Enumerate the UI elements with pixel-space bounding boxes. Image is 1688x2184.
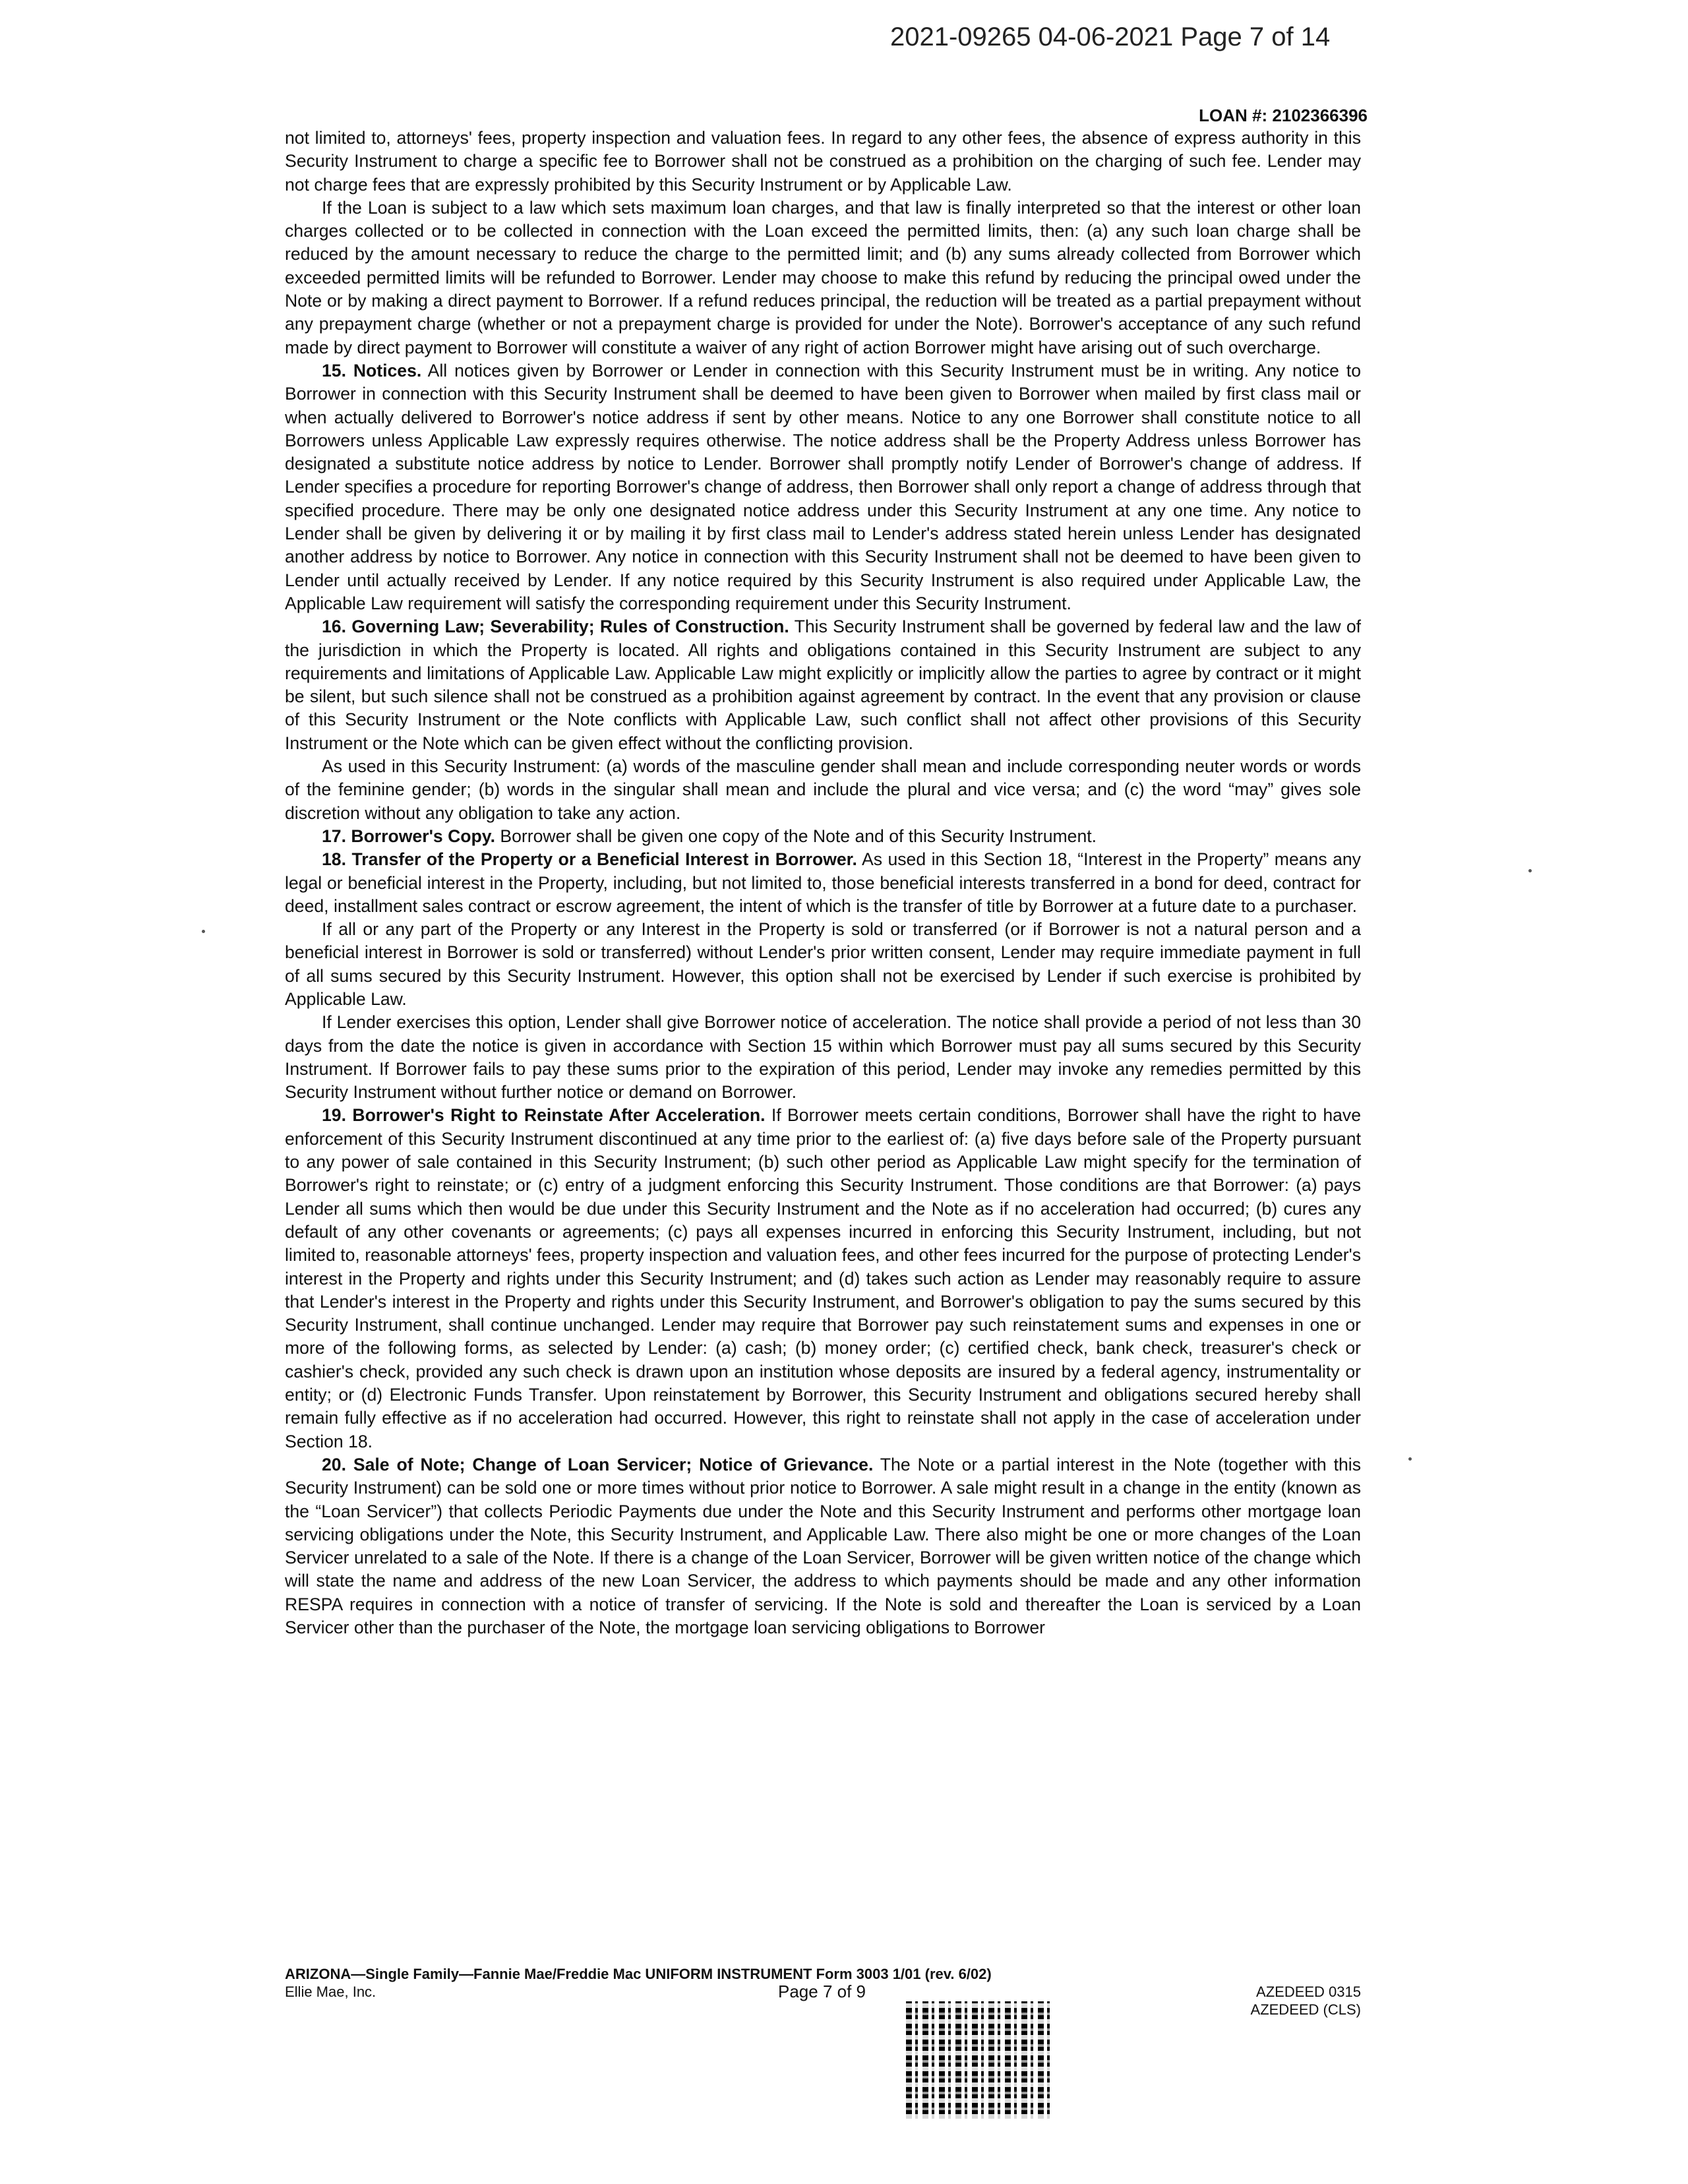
loan-number: LOAN #: 2102366396 <box>1199 106 1368 125</box>
paragraph <box>285 1104 1361 1453</box>
section-heading: 16. Governing Law; Severability; Rules of Construction. <box>322 617 789 637</box>
scan-speck <box>1528 869 1532 872</box>
form-code: AZEDEED 0315 <box>1256 1984 1361 2000</box>
paragraph <box>285 615 1361 755</box>
paragraph-text: All notices given by Borrower or Lender in connection with this Security Instrument must be in writing. Any notice to Borrower in connection with this Security Instrument shall be deemed to have been given to Borrower when mailed by first class mail or when actually delivered to Borrower's notice address if sent by other means. Notice to any one Borrower shall constitute notice to all Borrowers unless Applicable Law expressly requires otherwise. The notice address shall be the Property Address unless Borrower has designated a substitute notice address by notice to Lender. Borrower shall promptly notify Lender of Borrower's change of address. If Lender specifies a procedure for reporting Borrower's change of address, then Borrower shall only report a change of address through that specified procedure. There may be only one designated notice address under this Security Instrument at any one time. Any notice to Lender shall be given by delivering it or by mailing it by first class mail to Lender's address stated herein unless Lender has designated another address by notice to Borrower. Any notice in connection with this Security Instrument shall not be deemed to have been given to Lender until actually received by Lender. If any notice required by this Security Instrument is also required under Applicable Law, the Applicable Law requirement will satisfy the corresponding requirement under this Security Instrument. <box>285 360 1361 613</box>
scan-speck <box>202 930 205 933</box>
paragraph-text: Borrower shall be given one copy of the Note and of this Security Instrument. <box>495 826 1097 846</box>
document-body <box>285 127 1361 1639</box>
paragraph <box>285 848 1361 918</box>
page-footer <box>285 1965 1361 2018</box>
paragraph <box>285 825 1361 848</box>
paragraph-text: If the Loan is subject to a law which sets maximum loan charges, and that law is finally interpreted so that the interest or other loan charges collected or to be collected in connection with the Loan exceed the permitted limits, then: (a) any such loan charge shall be reduced by the amount necessary to reduce the charge to the permitted limit; and (b) any sums already collected from Borrower which exceeded permitted limits will be refunded to Borrower. Lender may choose to make this refund by reducing the principal owed under the Note or by making a direct payment to Borrower. If a refund reduces principal, the reduction will be treated as a partial prepayment without any prepayment charge (whether or not a prepayment charge is provided for under the Note). Borrower's acceptance of any such refund made by direct payment to Borrower will constitute a waiver of any right of action Borrower might have arising out of such overcharge. <box>285 197 1361 357</box>
section-heading: 18. Transfer of the Property or a Beneficial Interest in Borrower. <box>322 849 857 870</box>
scan-speck <box>1408 1457 1412 1461</box>
page-number: Page 7 of 9 <box>778 1982 866 2001</box>
paragraph-text: If Lender exercises this option, Lender shall give Borrower notice of acceleration. The notice shall provide a period of not less than 30 days from the date the notice is given in accordance with Section 15 within which Borrower must pay all sums secured by this Security Instrument. If Borrower fails to pay these sums prior to the expiration of this period, Lender may invoke any remedies permitted by this Security Instrument without further notice or demand on Borrower. <box>285 1012 1361 1103</box>
paragraph <box>285 127 1361 197</box>
paragraph <box>285 359 1361 615</box>
paragraph-text: If all or any part of the Property or any Interest in the Property is sold or transferred (or if Borrower is not a natural person and a beneficial interest in Borrower is sold or transferred) without Lender's prior written consent, Lender may require immediate payment in full of all sums secured by this Security Instrument. However, this option shall not be exercised by Lender if such exercise is prohibited by Applicable Law. <box>285 919 1361 1009</box>
form-line: ARIZONA—Single Family—Fannie Mae/Freddie Mac UNIFORM INSTRUMENT Form 3003 1/01 (rev. 6/02) <box>285 1966 992 1982</box>
paragraph-text: If Borrower meets certain conditions, Borrower shall have the right to have enforcement of this Security Instrument discontinued at any time prior to the earliest of: (a) five days before sale of the Property pursuant to any power of sale contained in this Security Instrument; (b) such other period as Applicable Law might specify for the termination of Borrower's right to reinstate; or (c) entry of a judgment enforcing this Security Instrument. Those conditions are that Borrower: (a) pays Lender all sums which then would be due under this Security Instrument and the Note as if no acceleration had occurred; (b) cures any default of any other covenants or agreements; (c) pays all expenses incurred in enforcing this Security Instrument, including, but not limited to, reasonable attorneys' fees, property inspection and valuation fees, and other fees incurred for the purpose of protecting Lender's interest in the Property and rights under this Security Instrument; and (d) takes such action as Lender may reasonably require to assure that Lender's interest in the Property and rights under this Security Instrument, and Borrower's obligation to pay the sums secured by this Security Instrument, shall continue unchanged. Lender may require that Borrower pay such reinstatement sums and expenses in one or more of the following forms, as selected by Lender: (a) cash; (b) money order; (c) certified check, bank check, treasurer's check or cashier's check, provided any such check is drawn upon an institution whose deposits are insured by a federal agency, instrumentality or entity; or (d) Electronic Funds Transfer. Upon reinstatement by Borrower, this Security Instrument and obligations secured hereby shall remain fully effective as if no acceleration had occurred. However, this right to reinstate shall not apply in the case of acceleration under Section 18. <box>285 1105 1362 1451</box>
form-code-cls: AZEDEED (CLS) <box>1250 2001 1361 2018</box>
paragraph <box>285 197 1361 359</box>
paragraph-text: This Security Instrument shall be governed by federal law and the law of the jurisdiction in which the Property is located. All rights and obligations contained in this Security Instrument are subject to any requirements and limitations of Applicable Law. Applicable Law might explicitly or implicitly allow the parties to agree by contract or it might be silent, but such silence shall not be construed as a prohibition against agreement by contract. In the event that any provision or clause of this Security Instrument or the Note conflicts with Applicable Law, such conflict shall not affect other provisions of this Security Instrument or the Note which can be given effect without the conflicting provision. <box>285 617 1362 753</box>
company-name: Ellie Mae, Inc. <box>285 1984 377 2000</box>
recording-stamp: 2021-09265 04-06-2021 Page 7 of 14 <box>890 22 1331 51</box>
section-heading: 15. Notices. <box>322 360 422 380</box>
paragraph-text: As used in this Security Instrument: (a) words of the masculine gender shall mean and include corresponding neuter words or words of the feminine gender; (b) words in the singular shall mean and include the plural and vice versa; and (c) the word “may” gives sole discretion without any obligation to take any action. <box>285 756 1361 823</box>
paragraph <box>285 1453 1361 1639</box>
section-heading: 19. Borrower's Right to Reinstate After Acceleration. <box>322 1105 766 1126</box>
paragraph <box>285 1011 1361 1104</box>
section-heading: 17. Borrower's Copy. <box>322 826 495 846</box>
section-heading: 20. Sale of Note; Change of Loan Servicer; Notice of Grievance. <box>322 1454 874 1474</box>
paragraph <box>285 918 1361 1011</box>
barcode-image <box>906 2001 1052 2119</box>
paragraph-text: The Note or a partial interest in the Note (together with this Security Instrument) can be sold one or more times without prior notice to Borrower. A sale might result in a change in the entity (known as the “Loan Servicer”) that collects Periodic Payments due under the Note and this Security Instrument and performs other mortgage loan servicing obligations under the Note, this Security Instrument, and Applicable Law. There also might be one or more changes of the Loan Servicer unrelated to a sale of the Note. If there is a change of the Loan Servicer, Borrower will be given written notice of the change which will state the name and address of the new Loan Servicer, the address to which payments should be made and any other information RESPA requires in connection with a notice of transfer of servicing. If the Note is sold and thereafter the Loan is serviced by a Loan Servicer other than the purchaser of the Note, the mortgage loan servicing obligations to Borrower <box>285 1454 1361 1637</box>
paragraph-text: As used in this Section 18, “Interest in the Property” means any legal or beneficial interest in the Property, including, but not limited to, those beneficial interests transferred in a bond for deed, contract for deed, installment sales contract or escrow agreement, the intent of which is the transfer of title by Borrower at a future date to a purchaser. <box>285 849 1361 916</box>
paragraph-text: not limited to, attorneys' fees, property inspection and valuation fees. In regard to any other fees, the absence of express authority in this Security Instrument to charge a specific fee to Borrower shall not be construed as a prohibition on the charging of such fee. Lender may not charge fees that are expressly prohibited by this Security Instrument or by Applicable Law. <box>285 128 1361 195</box>
paragraph <box>285 755 1361 825</box>
